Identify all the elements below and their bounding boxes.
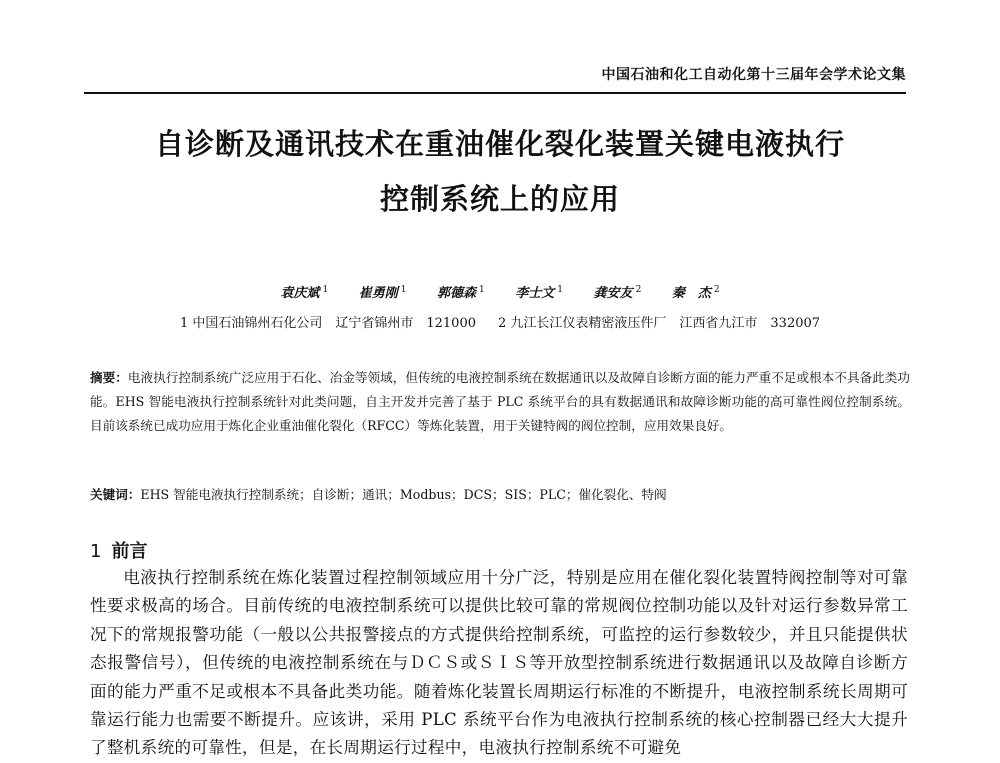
section-number: 1 bbox=[90, 541, 102, 562]
author-affiliation-mark: 2 bbox=[713, 284, 720, 295]
author bbox=[594, 282, 642, 301]
running-header bbox=[84, 62, 906, 94]
author-name: 郭德森 bbox=[436, 286, 476, 301]
keywords bbox=[90, 483, 910, 507]
author-list bbox=[0, 282, 1000, 301]
abstract bbox=[90, 366, 910, 438]
paper-title-line-2: 控制系统上的应用 bbox=[379, 182, 620, 216]
section-heading bbox=[90, 537, 147, 563]
author-name: 秦 杰 bbox=[671, 286, 711, 301]
keywords-text: EHS 智能电液执行控制系统；自诊断；通讯；Modbus；DCS；SIS；PLC；催化裂化、特阀 bbox=[140, 487, 667, 502]
author-name: 袁庆斌 bbox=[280, 286, 320, 301]
author-affiliation-mark: 1 bbox=[400, 284, 407, 295]
author-affiliation-mark: 1 bbox=[322, 284, 329, 295]
author-affiliation-mark: 1 bbox=[557, 284, 564, 295]
author bbox=[437, 282, 485, 301]
author-name: 龚安友 bbox=[593, 286, 633, 301]
running-title: 中国石油和化工自动化第十三届年会学术论文集 bbox=[601, 67, 906, 83]
keywords-label: 关键词： bbox=[90, 487, 141, 502]
author bbox=[280, 282, 328, 301]
section-title: 前言 bbox=[111, 541, 148, 562]
author-name: 李士文 bbox=[515, 286, 555, 301]
author bbox=[359, 282, 407, 301]
section-body: 电液执行控制系统在炼化装置过程控制领域应用十分广泛，特别是应用在催化裂化装置特阀控制等对可靠性要求极高的场合。目前传统的电液控制系统可以提供比较可靠的常规阀位控制功能以及针对运行参数异常工况下的常规报警功能（一般以公共报警接点的方式提供给控制系统，可监控的运行参数较少，并且只能提供状态报警信号），但传统的电液控制系统在与ＤＣＳ或ＳＩＳ等开放型控制系统进行数据通讯以及故障自诊断方面的能力严重不足或根本不具备此类功能。随着炼化装置长周期运行标准的不断提升，电液控制系统长周期可靠运行能力也需要不断提升。应该讲，采用 PLC 系统平台作为电液执行控制系统的核心控制器已经大大提升了整机系统的可靠性，但是，在长周期运行过程中，电液执行控制系统不可避免 bbox=[90, 568, 908, 758]
author-name: 崔勇刚 bbox=[358, 286, 398, 301]
affiliation-2: 2 九江长江仪表精密液压件厂 江西省九江市 332007 bbox=[498, 316, 821, 331]
paper-title-line-1: 自诊断及通讯技术在重油催化裂化装置关键电液执行 bbox=[154, 127, 845, 161]
author-affiliation-mark: 2 bbox=[635, 284, 642, 295]
affiliations bbox=[0, 312, 1000, 331]
author bbox=[515, 282, 563, 301]
author-affiliation-mark: 1 bbox=[479, 284, 485, 295]
author bbox=[672, 282, 720, 301]
abstract-label: 摘要： bbox=[90, 370, 128, 385]
affiliation-1: 1 中国石油锦州石化公司 辽宁省锦州市 121000 bbox=[179, 316, 476, 331]
abstract-text: 电液执行控制系统广泛应用于石化、冶金等领域，但传统的电液控制系统在数据通讯以及故障自诊断方面的能力严重不足或根本不具备此类功能。EHS 智能电液执行控制系统针对此类问题，自主开发并完善了基于 PLC 系统平台的具有数据通讯和故障诊断功能的高可靠性阀位控制系统。目前该系统已成功应用于炼化企业重油催化裂化（RFCC）等炼化装置，用于关键特阀的阀位控制，应用效果良好。 bbox=[90, 370, 911, 433]
